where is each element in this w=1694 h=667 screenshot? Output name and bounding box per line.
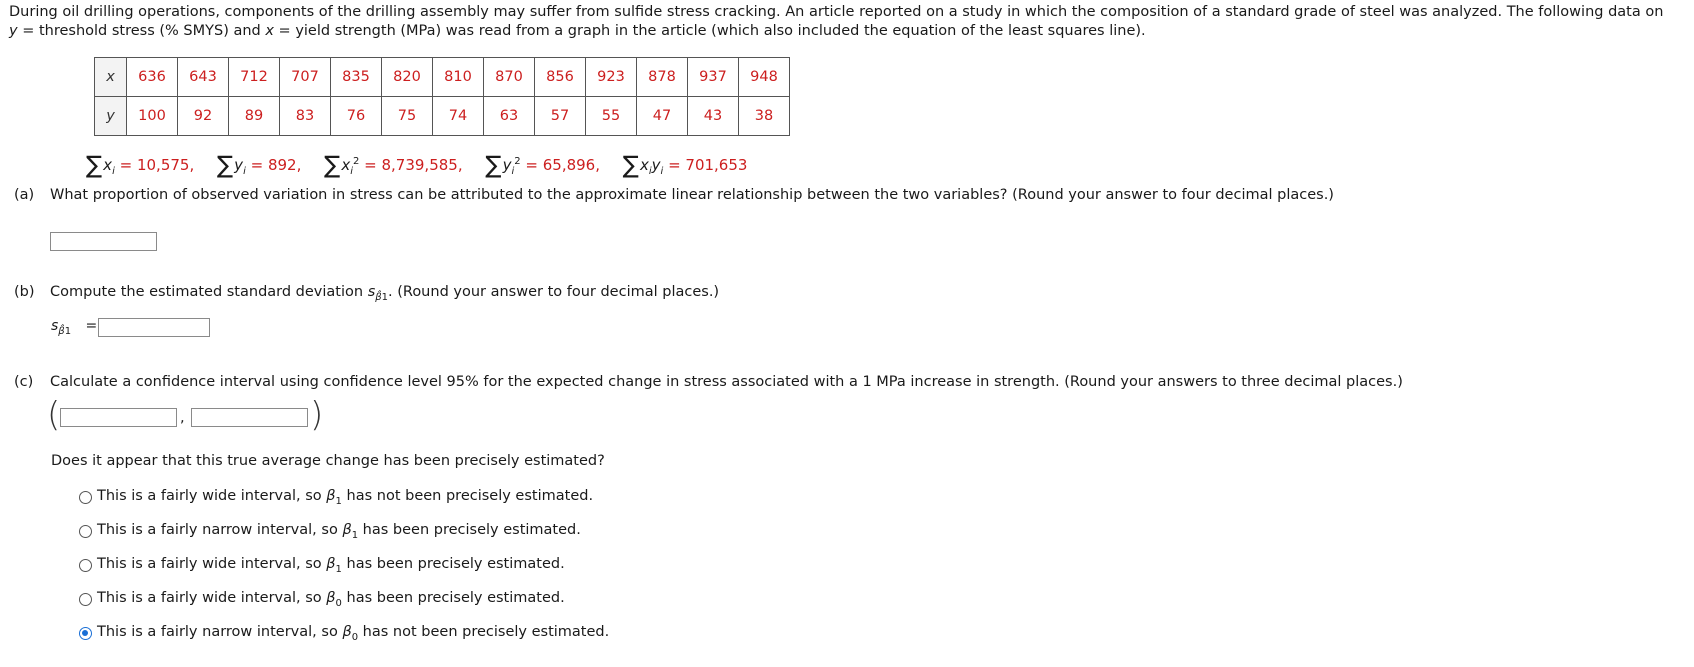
sum-y: $\sum y_i = 892$, bbox=[217, 151, 302, 179]
table-cell-y: 43 bbox=[688, 97, 739, 136]
option-text: has not been precisely estimated. bbox=[341, 488, 594, 504]
option-text: This is a fairly wide interval, so bbox=[97, 556, 327, 572]
option-text: This is a fairly wide interval, so bbox=[97, 488, 327, 504]
table-cell-x: 636 bbox=[127, 58, 178, 97]
table-cell-x: 856 bbox=[535, 58, 586, 97]
option-text: This is a fairly narrow interval, so bbox=[97, 624, 343, 640]
beta-symbol bbox=[326, 556, 342, 575]
table-header-y: y bbox=[95, 97, 127, 136]
sigma-icon: ∑ bbox=[485, 151, 502, 179]
intro-line-2b: = yield strength (MPa) was read from a graph in the article (which also included the equation of the least squares line). bbox=[273, 23, 1146, 39]
table-cell-y: 100 bbox=[127, 97, 178, 136]
part-b-answer-input[interactable] bbox=[98, 318, 210, 337]
sum-x: $\sum x_i = 10,575$, bbox=[86, 151, 195, 179]
ci-upper-input[interactable] bbox=[191, 408, 308, 427]
table-cell-x: 835 bbox=[331, 58, 382, 97]
part-a-question bbox=[14, 187, 1334, 203]
radio-button-selected[interactable] bbox=[79, 627, 92, 640]
table-cell-y: 83 bbox=[280, 97, 331, 136]
sigma-icon: ∑ bbox=[217, 151, 234, 179]
sum-x-squared: $\sum x_i^2 = 8,739,585$, bbox=[324, 151, 463, 179]
table-cell-y: 92 bbox=[178, 97, 229, 136]
radio-button[interactable] bbox=[79, 525, 92, 538]
radio-option-1[interactable] bbox=[79, 488, 593, 507]
sigma-icon: ∑ bbox=[86, 151, 103, 179]
part-b-text: Compute the estimated standard deviation bbox=[50, 284, 368, 300]
intro-line-2a: = threshold stress (% SMYS) and bbox=[17, 23, 266, 39]
option-text: has been precisely estimated. bbox=[358, 522, 581, 538]
table-row-x bbox=[95, 58, 790, 97]
beta-symbol bbox=[342, 624, 359, 643]
option-text: This is a fairly narrow interval, so bbox=[97, 522, 343, 538]
sum-y-value: = 892, bbox=[250, 156, 302, 174]
sigma-icon: ∑ bbox=[324, 151, 341, 179]
option-text: has been precisely estimated. bbox=[341, 590, 565, 606]
table-cell-y: 75 bbox=[382, 97, 433, 136]
table-cell-x: 948 bbox=[739, 58, 790, 97]
s-beta1-label: $s_{\betâ1}$ = bbox=[51, 318, 98, 337]
option-text: has been precisely estimated. bbox=[341, 556, 565, 572]
beta-letter: β bbox=[342, 522, 352, 538]
beta-subscript: 1 bbox=[351, 529, 359, 541]
beta-subscript: 0 bbox=[351, 631, 359, 643]
radio-option-5[interactable] bbox=[79, 624, 609, 643]
table-cell-y: 89 bbox=[229, 97, 280, 136]
table-cell-x: 643 bbox=[178, 58, 229, 97]
part-b-tag: (b) bbox=[14, 284, 35, 300]
radio-button[interactable] bbox=[79, 593, 92, 606]
radio-button[interactable] bbox=[79, 559, 92, 572]
table-cell-y: 47 bbox=[637, 97, 688, 136]
table-cell-y: 74 bbox=[433, 97, 484, 136]
beta-letter: β bbox=[326, 590, 336, 606]
part-a-tag: (a) bbox=[14, 187, 35, 203]
radio-option-2[interactable] bbox=[79, 522, 581, 541]
table-cell-y: 55 bbox=[586, 97, 637, 136]
part-a-answer-input[interactable] bbox=[50, 232, 157, 251]
radio-button[interactable] bbox=[79, 491, 92, 504]
table-cell-x: 878 bbox=[637, 58, 688, 97]
option-text: This is a fairly wide interval, so bbox=[97, 590, 327, 606]
part-b-question: (b) Compute the estimated standard deviation $s_{\betâ1}$. (Round your answer to four decimal places.) bbox=[14, 284, 720, 303]
data-table bbox=[94, 57, 790, 136]
table-header-x: x bbox=[95, 58, 127, 97]
table-cell-x: 870 bbox=[484, 58, 535, 97]
sum-xy: $\sum x_iy_i = 701,653$ bbox=[622, 151, 748, 179]
sum-x2-value: = 8,739,585, bbox=[364, 156, 463, 174]
option-text: has not been precisely estimated. bbox=[358, 624, 610, 640]
table-cell-y: 38 bbox=[739, 97, 790, 136]
beta-subscript: 0 bbox=[335, 597, 342, 609]
sum-y-squared: $\sum y_i^2 = 65,896$, bbox=[485, 151, 600, 179]
equals-sign: = bbox=[85, 318, 98, 334]
sum-y2-value: = 65,896, bbox=[525, 156, 600, 174]
intro-y-var: y bbox=[9, 23, 18, 39]
table-cell-y: 76 bbox=[331, 97, 382, 136]
radio-option-3[interactable] bbox=[79, 556, 565, 575]
table-cell-x: 820 bbox=[382, 58, 433, 97]
table-cell-y: 57 bbox=[535, 97, 586, 136]
ci-comma: , bbox=[180, 410, 185, 426]
summary-statistics bbox=[86, 153, 765, 177]
table-cell-x: 923 bbox=[586, 58, 637, 97]
table-cell-y: 63 bbox=[484, 97, 535, 136]
problem-intro bbox=[9, 3, 1689, 41]
close-paren: ) bbox=[310, 395, 324, 435]
intro-x-var: x bbox=[265, 23, 274, 39]
precision-question: Does it appear that this true average change has been precisely estimated? bbox=[51, 453, 605, 469]
sum-x-value: = 10,575, bbox=[119, 156, 195, 174]
table-cell-x: 937 bbox=[688, 58, 739, 97]
table-cell-x: 810 bbox=[433, 58, 484, 97]
part-c-text: Calculate a confidence interval using confidence level 95% for the expected change in stress associated with a 1 MPa increase in strength. (Round your answers to three decimal places.) bbox=[50, 374, 1403, 390]
part-c-question bbox=[14, 374, 1403, 390]
beta-symbol bbox=[326, 488, 342, 507]
beta-subscript: 1 bbox=[335, 495, 342, 507]
beta-letter: β bbox=[326, 488, 336, 504]
radio-option-4[interactable] bbox=[79, 590, 565, 609]
sigma-icon: ∑ bbox=[622, 151, 639, 179]
beta-letter: β bbox=[342, 624, 352, 640]
beta-symbol bbox=[342, 522, 359, 541]
ci-lower-input[interactable] bbox=[60, 408, 177, 427]
part-a-text: What proportion of observed variation in stress can be attributed to the approximate linear relationship between the two variables? (Round your answer to four decimal places.) bbox=[50, 187, 1334, 203]
intro-line-1: During oil drilling operations, components of the drilling assembly may suffer from sulfide stress cracking. An article reported on a study in which the composition of a standard grade of steel was analyzed. The following data on bbox=[9, 4, 1664, 20]
table-cell-x: 707 bbox=[280, 58, 331, 97]
part-c-tag: (c) bbox=[14, 374, 34, 390]
s-beta1-symbol: s bbox=[367, 284, 376, 300]
beta-letter: β bbox=[326, 556, 336, 572]
sum-xy-value: = 701,653 bbox=[668, 156, 748, 174]
table-row-y bbox=[95, 97, 790, 136]
table-cell-x: 712 bbox=[229, 58, 280, 97]
beta-symbol bbox=[326, 590, 342, 609]
beta-subscript: 1 bbox=[335, 563, 342, 575]
open-paren: ( bbox=[47, 395, 61, 435]
part-b-text-after: . (Round your answer to four decimal places.) bbox=[388, 284, 720, 300]
